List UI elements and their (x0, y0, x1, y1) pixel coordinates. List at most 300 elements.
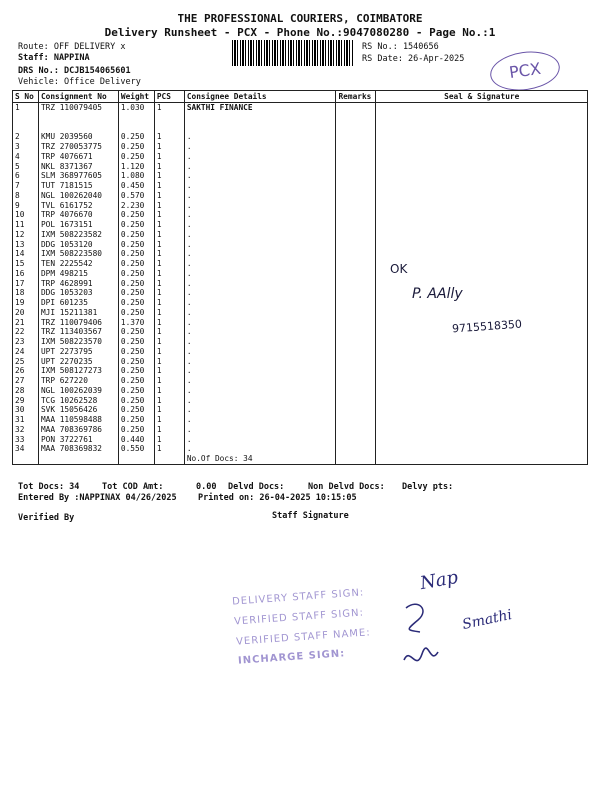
cell-weight: 2.230 (118, 201, 154, 211)
cell-consignee: . (184, 298, 336, 308)
cell-pcs: 1 (154, 288, 184, 298)
cell-consignment: DDG 1053120 (38, 240, 118, 250)
cell-weight: 0.250 (118, 425, 154, 435)
cell-consignee: SAKTHI FINANCE (184, 103, 336, 113)
cell-seal-signature (376, 230, 588, 240)
table-row (13, 220, 588, 230)
cell-consignment: NGL 100262039 (38, 386, 118, 396)
cell-sno: 11 (13, 220, 39, 230)
cell-sno: 13 (13, 240, 39, 250)
cell-weight: 0.250 (118, 142, 154, 152)
cell-weight: 0.250 (118, 415, 154, 425)
table-row (13, 210, 588, 220)
cell-consignment: TRZ 270053775 (38, 142, 118, 152)
cell-consignment: POL 1673151 (38, 220, 118, 230)
cell-pcs: 1 (154, 337, 184, 347)
cell-consignment: SLM 368977605 (38, 171, 118, 181)
cell-sno: 20 (13, 308, 39, 318)
handwritten-ok: OK (390, 262, 408, 276)
cell-seal-signature (376, 386, 588, 396)
no-of-docs: No.Of Docs: 34 (184, 454, 336, 464)
cell-remarks (336, 376, 376, 386)
table-row (13, 191, 588, 201)
cell-remarks (336, 210, 376, 220)
cell-seal-signature (376, 162, 588, 172)
cell-sno: 2 (13, 132, 39, 142)
ink-signature-smathi: Smathi (460, 606, 514, 634)
table-row (13, 201, 588, 211)
cell-seal-signature (376, 366, 588, 376)
col-pcs: PCS (154, 91, 184, 103)
cell-pcs: 1 (154, 376, 184, 386)
cell-remarks (336, 152, 376, 162)
cell-empty (13, 454, 39, 464)
cell-pcs: 1 (154, 425, 184, 435)
cell-consignment: TRP 4628991 (38, 279, 118, 289)
total-docs: Tot Docs: 34 (18, 482, 80, 492)
cell-consignee: . (184, 181, 336, 191)
cell-consignment: DPI 601235 (38, 298, 118, 308)
cell-remarks (336, 132, 376, 142)
cell-sno: 12 (13, 230, 39, 240)
cell-weight: 0.250 (118, 132, 154, 142)
cell-weight: 0.250 (118, 357, 154, 367)
cell-consignee: . (184, 142, 336, 152)
staff-signature-label: Staff Signature (272, 511, 349, 521)
cell-remarks (336, 435, 376, 445)
cell-sno: 34 (13, 444, 39, 454)
cell-seal-signature (376, 103, 588, 113)
cell-consignee: . (184, 210, 336, 220)
stamp-delivery-staff-sign: DELIVERY STAFF SIGN: (231, 587, 365, 608)
cell-consignee: . (184, 171, 336, 181)
cell-remarks (336, 162, 376, 172)
cell-sno: 1 (13, 103, 39, 113)
cell-pcs: 1 (154, 415, 184, 425)
cell-weight: 0.250 (118, 152, 154, 162)
cell-remarks (336, 357, 376, 367)
col-consignee: Consignee Details (184, 91, 336, 103)
cell-sno: 31 (13, 415, 39, 425)
table-row (13, 337, 588, 347)
cell-sno: 32 (13, 425, 39, 435)
cell-consignee: . (184, 288, 336, 298)
cell-remarks (336, 240, 376, 250)
table-row (13, 425, 588, 435)
cell-seal-signature (376, 308, 588, 318)
table-row (13, 366, 588, 376)
cell-weight: 0.250 (118, 288, 154, 298)
cell-pcs: 1 (154, 357, 184, 367)
printed-on: Printed on: 26-04-2025 10:15:05 (198, 493, 357, 503)
cell-consignment: TRZ 113403567 (38, 327, 118, 337)
cell-remarks (336, 337, 376, 347)
cell-sno: 26 (13, 366, 39, 376)
cell-seal-signature (376, 288, 588, 298)
cell-sno: 28 (13, 386, 39, 396)
cell-pcs: 1 (154, 201, 184, 211)
cell-remarks (336, 171, 376, 181)
rs-date: RS Date: 26-Apr-2025 (362, 54, 465, 64)
cell-consignee: . (184, 152, 336, 162)
cell-weight: 1.120 (118, 162, 154, 172)
cell-seal-signature (376, 376, 588, 386)
stamp-verified-staff-sign: VERIFIED STAFF SIGN: (233, 607, 365, 628)
cell-pcs: 1 (154, 386, 184, 396)
col-consignment: Consignment No (38, 91, 118, 103)
cell-sno: 15 (13, 259, 39, 269)
cell-sno: 16 (13, 269, 39, 279)
cell-seal-signature (376, 113, 588, 123)
cell-consignment: NKL 8371367 (38, 162, 118, 172)
cell-remarks (336, 366, 376, 376)
cell-consignee: . (184, 318, 336, 328)
table-row (13, 396, 588, 406)
non-delivered-docs: Non Delvd Docs: (308, 482, 385, 492)
cell-weight: 0.250 (118, 298, 154, 308)
cell-seal-signature (376, 191, 588, 201)
cell-weight: 0.250 (118, 220, 154, 230)
cell-empty (118, 454, 154, 464)
cell-remarks (336, 113, 376, 123)
table-row (13, 162, 588, 172)
cell-consignee: . (184, 396, 336, 406)
table-row (13, 132, 588, 142)
route-label: Route: OFF DELIVERY x (18, 42, 126, 52)
cell-weight (118, 113, 154, 123)
cell-consignee: . (184, 230, 336, 240)
cell-seal-signature (376, 249, 588, 259)
cell-seal-signature (376, 357, 588, 367)
cell-empty (154, 454, 184, 464)
cell-weight: 0.450 (118, 181, 154, 191)
cell-consignee: . (184, 308, 336, 318)
cell-consignee: . (184, 132, 336, 142)
table-row (13, 308, 588, 318)
table-row (13, 259, 588, 269)
cell-remarks (336, 230, 376, 240)
entered-by: Entered By :NAPPINAX 04/26/2025 (18, 493, 177, 503)
cell-seal-signature (376, 142, 588, 152)
table-row (13, 142, 588, 152)
cell-consignee: . (184, 347, 336, 357)
cell-consignee: . (184, 415, 336, 425)
table-row (13, 386, 588, 396)
cell-pcs: 1 (154, 435, 184, 445)
cell-consignee: . (184, 337, 336, 347)
company-title: THE PROFESSIONAL COURIERS, COIMBATORE (177, 12, 423, 25)
cell-pcs: 1 (154, 171, 184, 181)
cell-remarks (336, 308, 376, 318)
cell-consignee: . (184, 386, 336, 396)
cell-remarks (336, 279, 376, 289)
cell-consignee: . (184, 249, 336, 259)
cell-seal-signature (376, 435, 588, 445)
cell-remarks (336, 103, 376, 113)
cell-consignment: DDG 1053203 (38, 288, 118, 298)
table-row (13, 113, 588, 123)
table-row (13, 444, 588, 454)
staff-label: Staff: NAPPINA (18, 53, 90, 63)
cell-remarks (336, 327, 376, 337)
cell-sno: 30 (13, 405, 39, 415)
cell-sno: 17 (13, 279, 39, 289)
cell-consignee: . (184, 357, 336, 367)
cell-sno: 6 (13, 171, 39, 181)
cell-seal-signature (376, 425, 588, 435)
handwritten-signature: P. AAlly (412, 286, 463, 302)
cell-pcs: 1 (154, 191, 184, 201)
cell-seal-signature (376, 132, 588, 142)
cell-sno: 24 (13, 347, 39, 357)
cell-consignee: . (184, 444, 336, 454)
cell-weight: 0.250 (118, 327, 154, 337)
rs-number: RS No.: 1540656 (362, 42, 439, 52)
table-row (13, 249, 588, 259)
cell-seal-signature (376, 415, 588, 425)
cell-remarks (336, 220, 376, 230)
runsheet-subtitle: Delivery Runsheet - PCX - Phone No.:9047080280 - Page No.:1 (104, 26, 496, 39)
cell-pcs: 1 (154, 103, 184, 113)
cell-sno: 19 (13, 298, 39, 308)
cell-consignment: TRP 4076670 (38, 210, 118, 220)
cell-consignment: DPM 498215 (38, 269, 118, 279)
cell-consignment: IXM 508127273 (38, 366, 118, 376)
cell-remarks (336, 386, 376, 396)
table-row (13, 357, 588, 367)
cell-remarks (336, 288, 376, 298)
cell-seal-signature (376, 444, 588, 454)
cell-empty (336, 454, 376, 464)
cell-consignment: TVL 6161752 (38, 201, 118, 211)
cell-weight: 0.250 (118, 279, 154, 289)
cell-remarks (336, 181, 376, 191)
table-row (13, 298, 588, 308)
cell-pcs: 1 (154, 444, 184, 454)
cell-consignee: . (184, 405, 336, 415)
cell-consignment: KMU 2039560 (38, 132, 118, 142)
cell-consignee: . (184, 366, 336, 376)
cell-remarks (336, 201, 376, 211)
cell-weight: 1.080 (118, 171, 154, 181)
cell-remarks (336, 142, 376, 152)
cell-seal-signature (376, 152, 588, 162)
cell-sno: 22 (13, 327, 39, 337)
cell-consignee: . (184, 162, 336, 172)
cell-seal-signature (376, 298, 588, 308)
cell-seal-signature (376, 347, 588, 357)
cell-consignee: . (184, 220, 336, 230)
cell-consignment: IXM 508223570 (38, 337, 118, 347)
cell-remarks (336, 415, 376, 425)
cell-weight: 0.250 (118, 386, 154, 396)
cell-remarks (336, 191, 376, 201)
cell-empty (376, 454, 588, 464)
cell-consignment: TRZ 110079405 (38, 103, 118, 113)
cell-seal-signature (376, 337, 588, 347)
cell-pcs: 1 (154, 240, 184, 250)
cell-seal-signature (376, 220, 588, 230)
cell-weight: 0.570 (118, 191, 154, 201)
cell-consignee: . (184, 425, 336, 435)
ink-signature-nap: Nap (418, 566, 460, 595)
ink-scribble-icon (400, 596, 440, 676)
cell-sno: 14 (13, 249, 39, 259)
cell-consignment: SVK 15056426 (38, 405, 118, 415)
cell-pcs: 1 (154, 220, 184, 230)
cell-consignee: . (184, 327, 336, 337)
cell-weight: 0.250 (118, 396, 154, 406)
cell-pcs: 1 (154, 298, 184, 308)
cell-consignment: TRZ 110079406 (38, 318, 118, 328)
cell-pcs: 1 (154, 181, 184, 191)
table-row (13, 103, 588, 113)
cell-sno (13, 123, 39, 133)
cell-sno (13, 113, 39, 123)
cell-remarks (336, 444, 376, 454)
total-cod-label: Tot COD Amt: (102, 482, 164, 492)
cell-pcs: 1 (154, 259, 184, 269)
cell-pcs: 1 (154, 366, 184, 376)
cell-consignee: . (184, 279, 336, 289)
cell-consignment: UPT 2270235 (38, 357, 118, 367)
table-header-row (13, 91, 588, 103)
cell-consignee: . (184, 269, 336, 279)
drs-number: DRS No.: DCJB154065601 (18, 66, 131, 76)
cell-consignment: TRP 627220 (38, 376, 118, 386)
cell-seal-signature (376, 240, 588, 250)
cell-weight: 0.250 (118, 366, 154, 376)
table-row (13, 279, 588, 289)
cell-seal-signature (376, 181, 588, 191)
cell-remarks (336, 259, 376, 269)
table-summary-row (13, 454, 588, 464)
vehicle-label: Vehicle: Office Delivery (18, 77, 141, 87)
cell-remarks (336, 269, 376, 279)
stamp-incharge-sign: INCHARGE SIGN: (237, 648, 346, 667)
cell-sno: 3 (13, 142, 39, 152)
pcx-stamp: PCX (488, 47, 563, 94)
cell-remarks (336, 298, 376, 308)
runsheet-table (12, 90, 588, 465)
cell-consignee: . (184, 259, 336, 269)
cell-consignee: . (184, 435, 336, 445)
cell-remarks (336, 425, 376, 435)
cell-consignee: . (184, 191, 336, 201)
table-row (13, 181, 588, 191)
cell-seal-signature (376, 123, 588, 133)
cell-consignee: . (184, 376, 336, 386)
table-row (13, 152, 588, 162)
cell-remarks (336, 249, 376, 259)
cell-consignment: TCG 10262528 (38, 396, 118, 406)
cell-weight: 0.250 (118, 249, 154, 259)
cell-remarks (336, 405, 376, 415)
cell-remarks (336, 123, 376, 133)
cell-weight (118, 123, 154, 133)
cell-pcs: 1 (154, 230, 184, 240)
cell-weight: 0.250 (118, 240, 154, 250)
cell-consignment: NGL 100262040 (38, 191, 118, 201)
cell-consignment: IXM 508223580 (38, 249, 118, 259)
cell-weight: 0.250 (118, 347, 154, 357)
cell-seal-signature (376, 201, 588, 211)
cell-seal-signature (376, 259, 588, 269)
cell-sno: 33 (13, 435, 39, 445)
cell-weight: 0.250 (118, 308, 154, 318)
cell-seal-signature (376, 279, 588, 289)
cell-pcs: 1 (154, 405, 184, 415)
table-row (13, 415, 588, 425)
col-seal-signature: Seal & Signature (376, 91, 588, 103)
cell-seal-signature (376, 269, 588, 279)
cell-consignment (38, 123, 118, 133)
cell-consignee (184, 113, 336, 123)
delivered-docs: Delvd Docs: (228, 482, 285, 492)
cell-pcs: 1 (154, 396, 184, 406)
cell-pcs: 1 (154, 279, 184, 289)
cell-consignee: . (184, 240, 336, 250)
cell-consignment: TRP 4076671 (38, 152, 118, 162)
cell-consignment: UPT 2273795 (38, 347, 118, 357)
cell-weight: 0.250 (118, 337, 154, 347)
table-row (13, 171, 588, 181)
cell-weight: 1.370 (118, 318, 154, 328)
cell-consignee (184, 123, 336, 133)
cell-sno: 5 (13, 162, 39, 172)
cell-pcs: 1 (154, 327, 184, 337)
cell-seal-signature (376, 396, 588, 406)
col-sno: S No (13, 91, 39, 103)
cell-sno: 9 (13, 201, 39, 211)
barcode (232, 40, 354, 66)
cell-weight: 0.250 (118, 376, 154, 386)
cell-pcs: 1 (154, 132, 184, 142)
cell-sno: 21 (13, 318, 39, 328)
cell-weight: 0.250 (118, 210, 154, 220)
cell-weight: 0.250 (118, 230, 154, 240)
cell-pcs: 1 (154, 152, 184, 162)
cell-consignment: TEN 2225542 (38, 259, 118, 269)
cell-weight: 0.440 (118, 435, 154, 445)
cell-pcs: 1 (154, 249, 184, 259)
table-row (13, 123, 588, 133)
cell-empty (38, 454, 118, 464)
cell-consignment: MAA 708369786 (38, 425, 118, 435)
cell-pcs: 1 (154, 308, 184, 318)
cell-consignment: MAA 110598488 (38, 415, 118, 425)
total-cod-value: 0.00 (196, 482, 217, 492)
verified-by: Verified By (18, 513, 75, 523)
cell-sno: 4 (13, 152, 39, 162)
cell-sno: 18 (13, 288, 39, 298)
cell-weight: 0.250 (118, 269, 154, 279)
cell-weight: 0.250 (118, 259, 154, 269)
cell-pcs: 1 (154, 318, 184, 328)
cell-weight: 0.550 (118, 444, 154, 454)
cell-sno: 8 (13, 191, 39, 201)
table-row (13, 405, 588, 415)
cell-consignment: PON 3722761 (38, 435, 118, 445)
cell-pcs (154, 123, 184, 133)
col-remarks: Remarks (336, 91, 376, 103)
cell-seal-signature (376, 210, 588, 220)
cell-consignment: MAA 708369832 (38, 444, 118, 454)
table-row (13, 288, 588, 298)
cell-consignment: TUT 7181515 (38, 181, 118, 191)
table-row (13, 269, 588, 279)
cell-consignment: MJI 15211381 (38, 308, 118, 318)
